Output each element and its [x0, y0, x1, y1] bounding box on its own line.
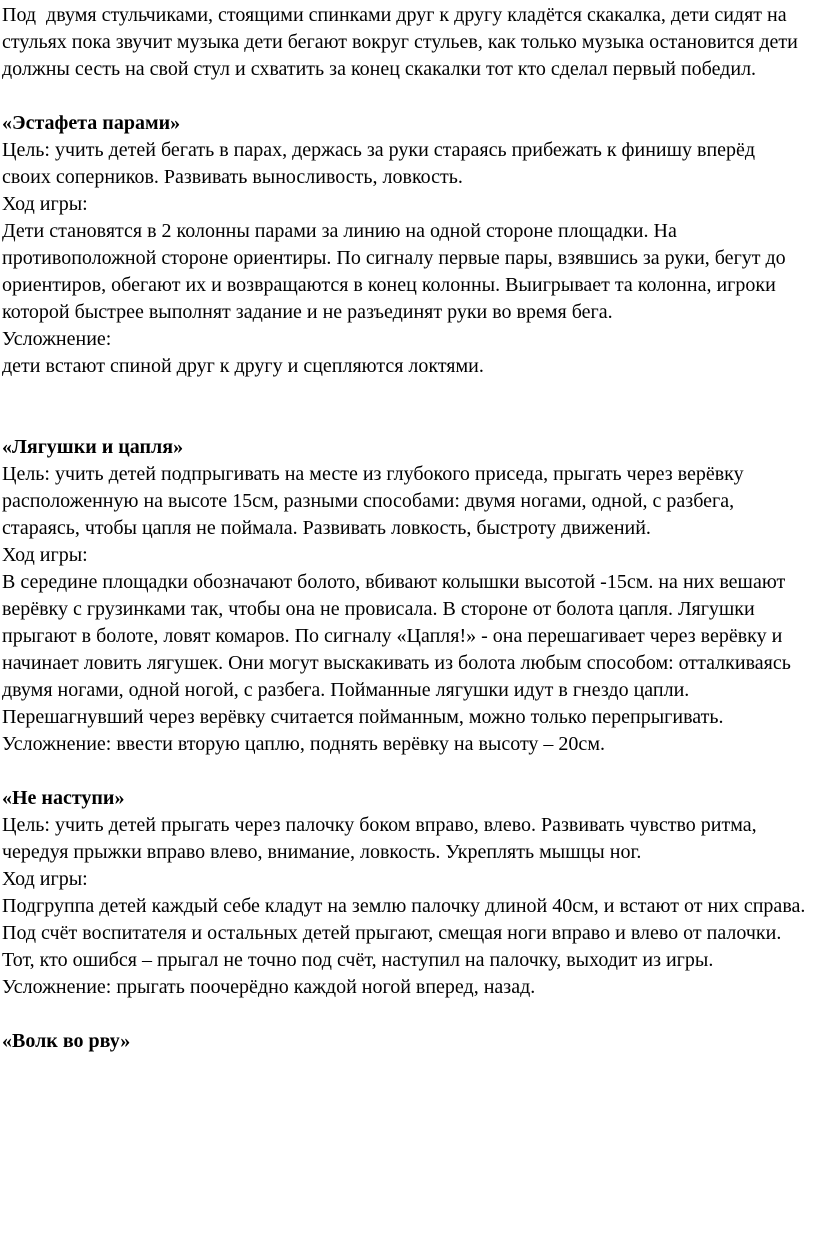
game-title: «Лягушки и цапля»: [2, 436, 184, 458]
game-goal: Цель: учить детей бегать в парах, держась за руки стараясь прибежать к финишу вперёд своих соперников. Развивать выносливость, ловкость.: [2, 139, 761, 188]
spacer: [2, 1001, 808, 1028]
game-course: Дети становятся в 2 колонны парами за линию на одной стороне площадки. На противоположной стороне ориентиры. По сигналу первые пары, взявшись за руки, бегут до ориентиров, обегают их и возвращаются в конец колонны. Выигрывает та колонна, игроки которой быстрее выполнят задание и не разъединят руки во время бега.: [2, 220, 791, 323]
game-complication: Усложнение: прыгать поочерёдно каждой ногой вперед, назад.: [2, 976, 536, 998]
game-course-label: Ход игры:: [2, 544, 88, 566]
game-complication: Усложнение: ввести вторую цаплю, поднять верёвку на высоту – 20см.: [2, 733, 605, 755]
game-section-wolf-ditch: [2, 1028, 808, 1055]
game-course: Подгруппа детей каждый себе кладут на землю палочку длиной 40см, и встают от них справа. Под счёт воспитателя и остальных детей прыгают, смещая ноги вправо и влево от палочки. Тот, кто ошибся – прыгал не точно под счёт, наступил на палочку, выходит из игры.: [2, 895, 811, 971]
game-course: В середине площадки обозначают болото, вбивают колышки высотой -15см. на них вешают верёвку с грузинками так, чтобы она не провисала. В стороне от болота цапля. Лягушки прыгают в болоте, ловят комаров. По сигналу «Цапля!» - она перешагивает через верёвку и начинает ловить лягушек. Они могут выскакивать из болота любым способом: отталкиваясь двумя ногами, одной ногой, с разбега. Пойманные лягушки идут в гнездо цапли.: [2, 571, 796, 701]
spacer: [2, 380, 808, 434]
game-course-label: Ход игры:: [2, 193, 88, 215]
game-note: Перешагнувший через верёвку считается пойманным, можно только перепрыгивать.: [2, 706, 724, 728]
game-goal: Цель: учить детей прыгать через палочку боком вправо, влево. Развивать чувство ритма, чередуя прыжки вправо влево, внимание, ловкость. Укреплять мышцы ног.: [2, 814, 762, 863]
game-goal: Цель: учить детей подпрыгивать на месте из глубокого приседа, прыгать через верёвку расположенную на высоте 15см, разными способами: двумя ногами, одной, с разбега, стараясь, чтобы цапля не поймала. Развивать ловкость, быстроту движений.: [2, 463, 749, 539]
game-title: «Волк во рву»: [2, 1030, 131, 1052]
game-section-relay-pairs: [2, 110, 808, 380]
game-complication: дети встают спиной друг к другу и сцепляются локтями.: [2, 355, 484, 377]
game-complication-label: Усложнение:: [2, 328, 112, 350]
spacer: [2, 83, 808, 110]
intro-section: [2, 2, 808, 83]
spacer: [2, 758, 808, 785]
game-section-frogs-heron: [2, 434, 808, 758]
intro-paragraph: Под двумя стульчиками, стоящими спинками друг к другу кладётся скакалка, дети сидят на стульях пока звучит музыка дети бегают вокруг стульев, как только музыка остановится дети должны сесть на свой стул и схватить за конец скакалки тот кто сделал первый победил.: [2, 4, 803, 80]
game-title: «Эстафета парами»: [2, 112, 181, 134]
game-course-label: Ход игры:: [2, 868, 88, 890]
game-section-dont-step: [2, 785, 811, 1001]
game-title: «Не наступи»: [2, 787, 125, 809]
